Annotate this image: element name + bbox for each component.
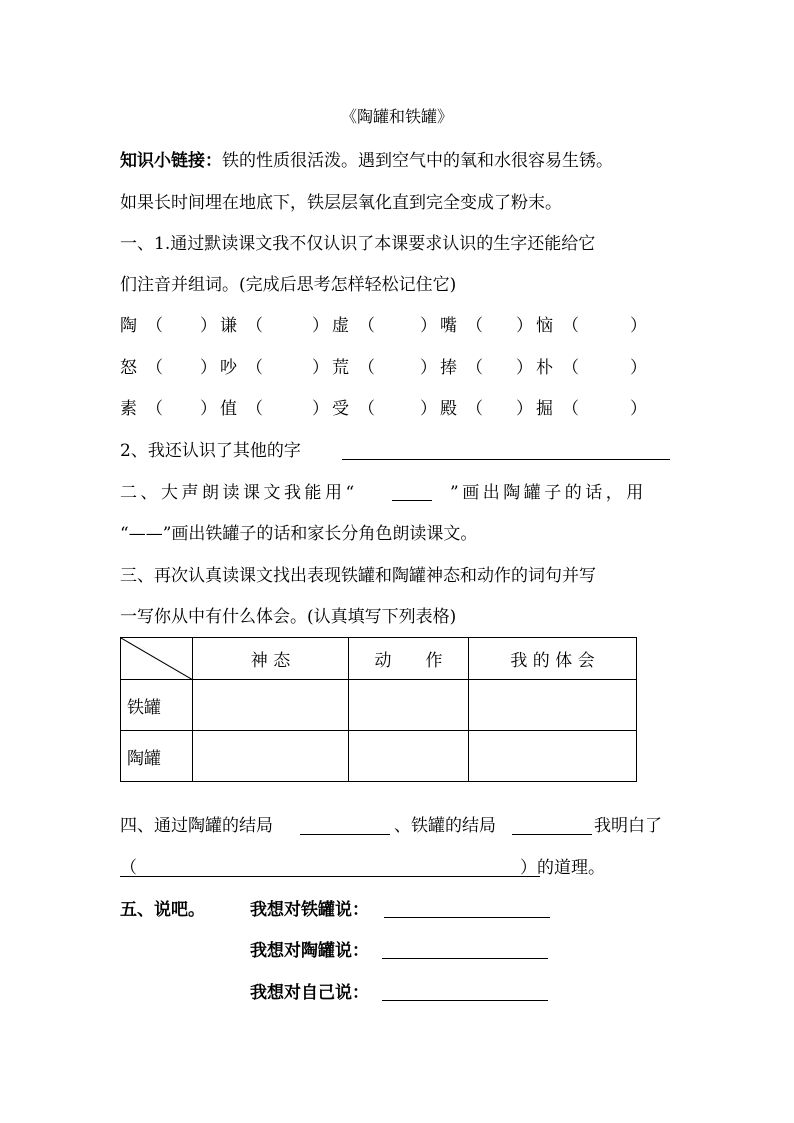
- answer-cell[interactable]: [349, 680, 469, 731]
- answer-cell[interactable]: [469, 680, 637, 731]
- paren-open: （: [466, 358, 483, 378]
- paren-open: （: [562, 316, 579, 336]
- char: 殿: [440, 399, 457, 419]
- char: 恼: [536, 316, 553, 336]
- paren-close: ）: [200, 399, 217, 419]
- q4-line-2-open: （: [120, 858, 137, 878]
- q4-line-1b: 、铁罐的结局: [394, 816, 496, 836]
- char: 掘: [536, 399, 553, 419]
- paren-open: （: [466, 316, 483, 336]
- paren-close: ）: [312, 316, 329, 336]
- paren-close: ）: [200, 316, 217, 336]
- q5-prompt-self: 我想对自己说：: [250, 983, 369, 1003]
- char: 值: [220, 399, 237, 419]
- q2-line-1a: 二、大声朗读课文我能用“: [120, 483, 358, 503]
- char-row-2: [120, 357, 680, 379]
- paren-close: ）: [420, 358, 437, 378]
- row-label-iron-pot: 铁罐: [121, 680, 193, 731]
- q4-line-1c: 我明白了: [594, 816, 662, 836]
- answer-line[interactable]: [384, 917, 550, 918]
- char: 谦: [220, 316, 237, 336]
- paren-close: ）: [312, 358, 329, 378]
- row-label-clay-pot: 陶罐: [121, 731, 193, 782]
- paren-open: （: [146, 316, 163, 336]
- header-feeling: 我 的 体 会: [469, 638, 637, 680]
- paren-close: ）: [200, 358, 217, 378]
- q1-line-2: 们注音并组词。(完成后思考怎样轻松记住它): [120, 275, 457, 295]
- paren-close: ）: [630, 316, 647, 336]
- q1-2-text: 2、我还认识了其他的字: [120, 441, 301, 461]
- paren-open: （: [146, 358, 163, 378]
- header-action: 动 作: [349, 638, 469, 680]
- paren-open: （: [358, 399, 375, 419]
- char-row-3: [120, 398, 680, 420]
- paren-close: ）: [312, 399, 329, 419]
- answer-cell[interactable]: [193, 731, 349, 782]
- paren-close: ）: [630, 358, 647, 378]
- paren-open: （: [358, 358, 375, 378]
- answer-line[interactable]: [382, 1000, 548, 1001]
- answer-line[interactable]: [120, 876, 540, 877]
- q2-line-2: “——”画出铁罐子的话和家长分角色朗读课文。: [120, 524, 478, 544]
- paren-close: ）: [516, 399, 533, 419]
- answer-line[interactable]: [512, 834, 592, 835]
- diagonal-corner-cell: [121, 638, 193, 680]
- answer-line[interactable]: [382, 958, 548, 959]
- q4-line-1a: 四、通过陶罐的结局: [120, 816, 273, 836]
- paren-open: （: [246, 358, 263, 378]
- paren-open: （: [358, 316, 375, 336]
- char: 嘴: [440, 316, 457, 336]
- char-row-1: [120, 315, 680, 337]
- paren-open: （: [466, 399, 483, 419]
- char: 怒: [120, 358, 137, 378]
- char: 陶: [120, 316, 137, 336]
- paren-close: ）: [420, 399, 437, 419]
- q4-line-2-close: ）的道理。: [520, 858, 605, 878]
- answer-cell[interactable]: [193, 680, 349, 731]
- answer-line[interactable]: [300, 834, 390, 835]
- q3-line-2: 一写你从中有什么体会。(认真填写下列表格): [120, 607, 457, 627]
- char: 朴: [536, 358, 553, 378]
- paren-open: （: [562, 358, 579, 378]
- char: 素: [120, 399, 137, 419]
- char: 吵: [220, 358, 237, 378]
- knowledge-section: [120, 150, 613, 172]
- knowledge-label: 知识小链接：: [120, 151, 222, 171]
- paren-open: （: [246, 316, 263, 336]
- knowledge-line-2: 如果长时间埋在地底下，铁层层氧化直到完全变成了粉末。: [120, 193, 562, 213]
- char: 捧: [440, 358, 457, 378]
- paren-close: ）: [516, 316, 533, 336]
- q5-label: 五、说吧。: [120, 900, 205, 920]
- answer-line[interactable]: [342, 459, 670, 460]
- char: 荒: [332, 358, 349, 378]
- paren-close: ）: [516, 358, 533, 378]
- char: 虚: [332, 316, 349, 336]
- q5-prompt-clay: 我想对陶罐说：: [250, 941, 369, 961]
- diagonal-line: [121, 638, 193, 680]
- paren-open: （: [562, 399, 579, 419]
- q1-line-1: 一、1.通过默读课文我不仅认识了本课要求认识的生字还能给它: [120, 234, 596, 254]
- mark-sample-underline: [392, 500, 432, 501]
- answer-cell[interactable]: [469, 731, 637, 782]
- q3-line-1: 三、再次认真读课文找出表现铁罐和陶罐神态和动作的词句并写: [120, 566, 596, 586]
- q2-line-1b: ”画出陶罐子的话，用: [450, 483, 647, 503]
- answer-cell[interactable]: [349, 731, 469, 782]
- paren-close: ）: [630, 399, 647, 419]
- page-title: 《陶罐和铁罐》: [340, 107, 453, 126]
- header-expression: 神 态: [193, 638, 349, 680]
- paren-open: （: [246, 399, 263, 419]
- knowledge-line-1: 铁的性质很活泼。遇到空气中的氧和水很容易生锈。: [222, 151, 613, 171]
- observation-table: [120, 637, 637, 782]
- q5-prompt-iron: 我想对铁罐说：: [250, 900, 369, 920]
- char: 受: [332, 399, 349, 419]
- paren-open: （: [146, 399, 163, 419]
- paren-close: ）: [420, 316, 437, 336]
